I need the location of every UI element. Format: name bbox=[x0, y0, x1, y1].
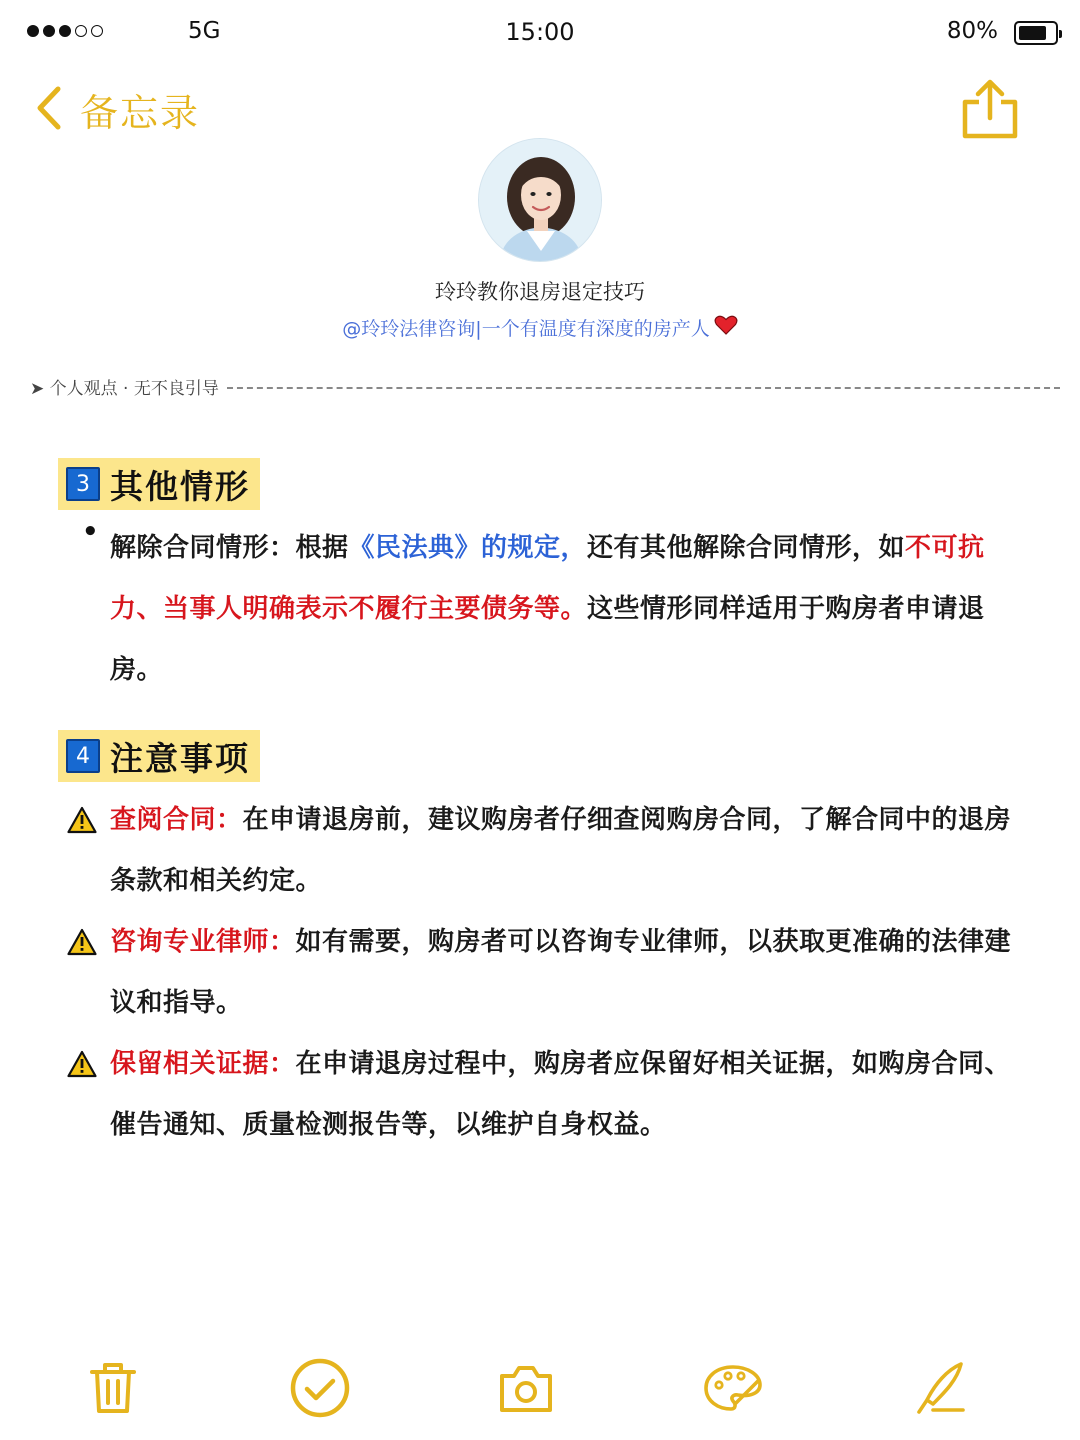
trash-icon bbox=[89, 1361, 137, 1415]
section-number-badge: 4 bbox=[66, 739, 100, 773]
divider-label: ➤ 个人观点 · 无不良引导 bbox=[30, 379, 219, 399]
avatar bbox=[478, 138, 602, 262]
compose-button[interactable] bbox=[908, 1355, 974, 1421]
heart-icon bbox=[714, 315, 738, 340]
checklist-button[interactable] bbox=[287, 1355, 353, 1421]
paragraph-prefix: 解除合同情形：根据 bbox=[110, 533, 349, 563]
profile-title: 玲玲教你退房退定技巧 bbox=[435, 280, 645, 304]
bottom-toolbar bbox=[0, 1355, 1080, 1425]
status-time: 15:00 bbox=[505, 18, 575, 46]
notice-item-text: 在申请退房过程中，购房者应保留好相关证据，如购房合同、催告通知、质量检测报告等，以维护自身权益。 bbox=[110, 1049, 1012, 1140]
battery-nub bbox=[1059, 30, 1062, 38]
status-bar bbox=[0, 0, 1080, 66]
warning-icon bbox=[67, 928, 97, 956]
paragraph-suffix: 这些情形同样适用于购房者申请退房。 bbox=[110, 594, 985, 685]
back-label: 备忘录 bbox=[80, 91, 201, 135]
notice-item-review-contract bbox=[110, 790, 1030, 912]
markup-button[interactable] bbox=[700, 1355, 766, 1421]
palette-icon bbox=[702, 1363, 764, 1413]
checkmark-icon bbox=[289, 1357, 351, 1419]
network-type: 5G bbox=[188, 18, 221, 44]
pen-icon bbox=[913, 1360, 969, 1416]
notice-item-keep-evidence bbox=[110, 1034, 1030, 1156]
warning-icon bbox=[67, 806, 97, 834]
delete-button[interactable] bbox=[80, 1355, 146, 1421]
section-divider bbox=[30, 374, 1060, 399]
civil-code-highlight: 《民法典》的规定， bbox=[348, 533, 588, 563]
rescind-contract-paragraph bbox=[110, 518, 1030, 701]
notice-item-text: 在申请退房前，建议购房者仔细查阅购房合同，了解合同中的退房条款和相关约定。 bbox=[110, 805, 1012, 896]
section-number-badge: 3 bbox=[66, 467, 100, 501]
section-heading-text: 注意事项 bbox=[110, 738, 250, 778]
battery-icon bbox=[1014, 21, 1058, 45]
section-heading-3 bbox=[58, 458, 260, 510]
warning-icon bbox=[67, 1050, 97, 1078]
dashed-line bbox=[227, 387, 1060, 389]
battery-percent: 80% bbox=[946, 18, 998, 44]
force-majeure-highlight: 不可抗力、当事人明确表示不履行主要债务等。 bbox=[110, 533, 985, 624]
notice-item-text: 如有需要，购房者可以咨询专业律师，以获取更准确的法律建议和指导。 bbox=[110, 927, 1012, 1018]
bullet-icon: • bbox=[82, 517, 99, 547]
notice-item-label: 保留相关证据： bbox=[110, 1049, 296, 1079]
profile-handle: @玲玲法律咨询|一个有温度有深度的房产人 bbox=[342, 318, 710, 340]
camera-icon bbox=[498, 1362, 554, 1414]
paragraph-middle: 还有其他解除合同情形，如 bbox=[587, 533, 906, 563]
notice-item-label: 查阅合同： bbox=[110, 805, 243, 835]
section-heading-4 bbox=[58, 730, 260, 782]
camera-button[interactable] bbox=[493, 1355, 559, 1421]
back-button[interactable] bbox=[34, 82, 200, 137]
profile-header bbox=[0, 138, 1080, 341]
section-heading-text: 其他情形 bbox=[110, 466, 250, 506]
notice-item-label: 咨询专业律师： bbox=[110, 927, 296, 957]
notice-item-consult-lawyer bbox=[110, 912, 1030, 1034]
share-button[interactable] bbox=[962, 78, 1018, 144]
profile-subtitle[interactable] bbox=[0, 314, 1080, 341]
battery-fill bbox=[1019, 26, 1046, 40]
chevron-left-icon bbox=[34, 83, 64, 137]
